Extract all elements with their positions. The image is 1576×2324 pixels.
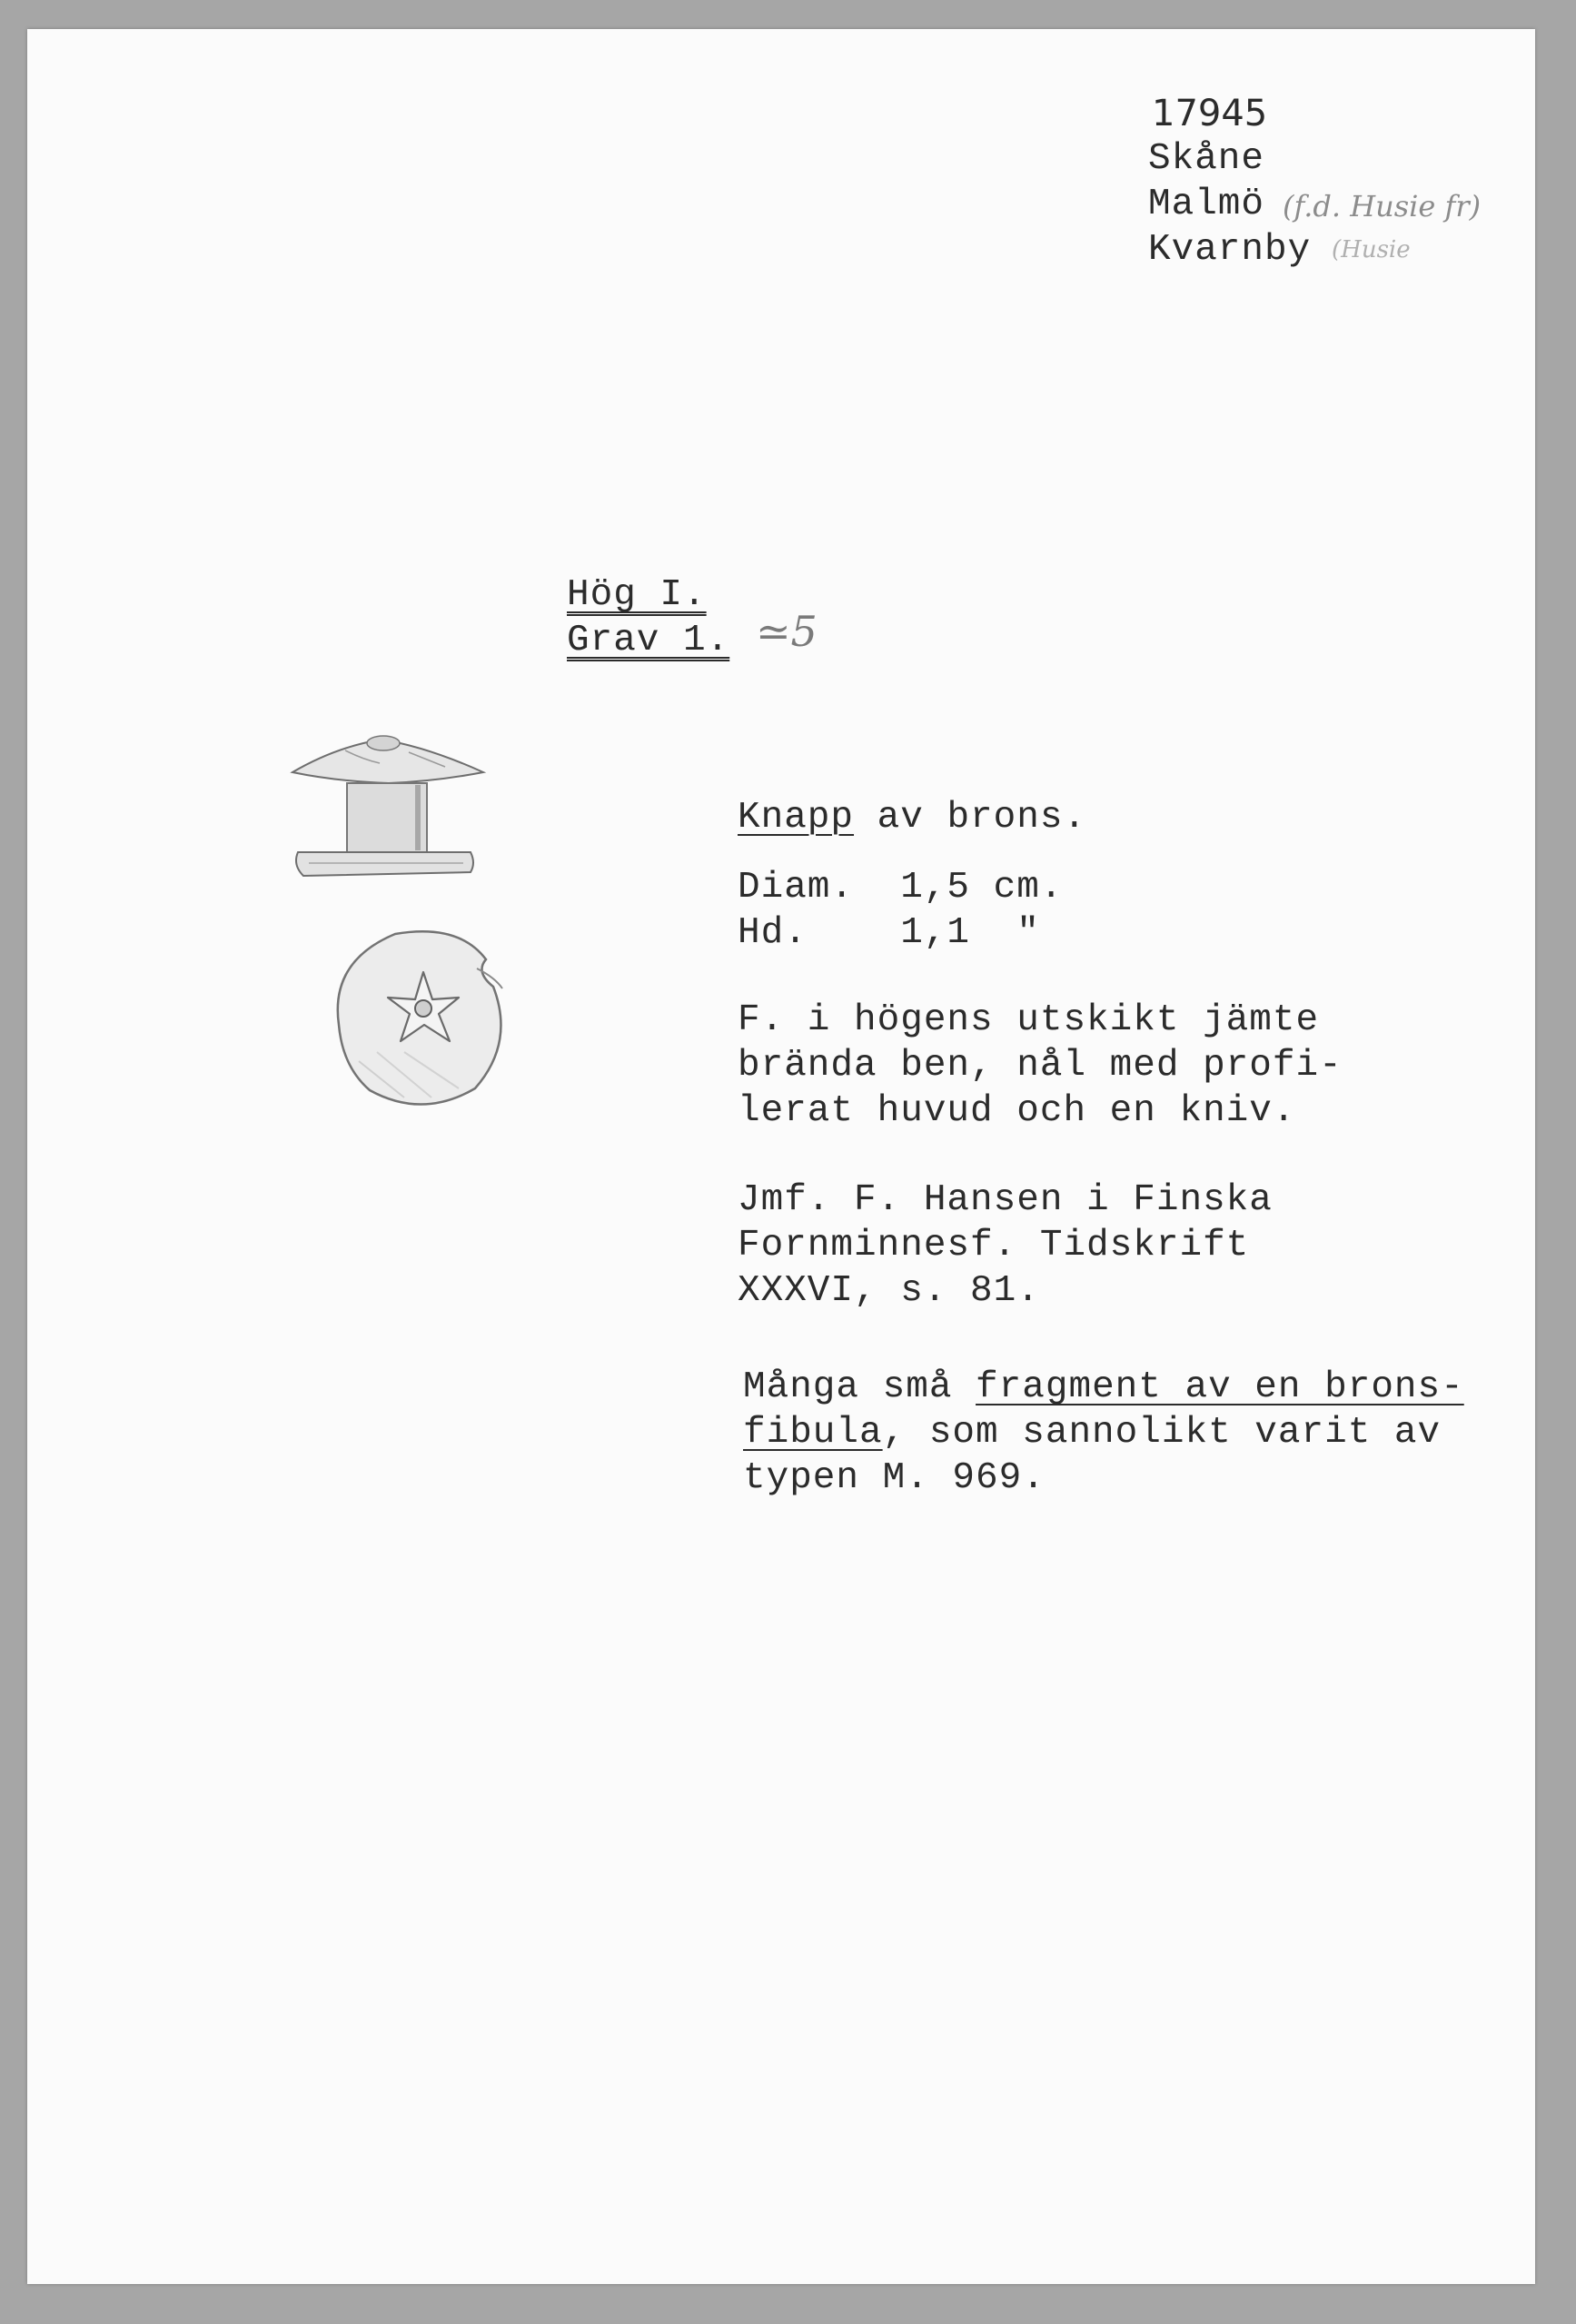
find-line-1: F. i högens utskikt jämte	[738, 999, 1320, 1041]
reference-line-1: Jmf. F. Hansen i Finska	[738, 1179, 1273, 1221]
fragment-line-2-end: , som sannolikt varit av	[882, 1412, 1442, 1454]
object-name: Knapp	[738, 797, 855, 839]
fragment-line-1	[743, 1365, 1464, 1410]
fragment-line-1-underlined: fragment av en brons-	[976, 1366, 1464, 1408]
grave-handwritten-note: ≃5	[756, 607, 818, 656]
province: Skåne	[1148, 138, 1265, 180]
fragment-line-1-start: Många små	[743, 1366, 976, 1408]
catalog-number: 17945	[1152, 93, 1268, 134]
button-top-drawing	[322, 925, 522, 1111]
parish: Malmö	[1148, 184, 1265, 225]
site: Kvarnby	[1148, 229, 1312, 271]
mound-heading: Hög I.	[567, 574, 707, 616]
fragment-line-2	[743, 1410, 1441, 1455]
measure-height: Hd. 1,1 "	[738, 912, 1040, 954]
site-handwritten-note: (Husie	[1332, 236, 1411, 263]
find-line-2: brända ben, nål med profi-	[738, 1045, 1343, 1087]
object-material: av brons.	[854, 797, 1087, 839]
reference-line-3: XXXVI, s. 81.	[738, 1270, 1040, 1312]
measure-diameter: Diam. 1,5 cm.	[738, 867, 1064, 909]
fragment-line-3: typen M. 969.	[743, 1457, 1046, 1499]
grave-heading: Grav 1.	[567, 620, 730, 661]
fragment-line-2-underlined: fibula	[743, 1412, 883, 1454]
button-side-drawing	[282, 727, 500, 890]
document-sheet	[27, 29, 1535, 2284]
find-line-3: lerat huvud och en kniv.	[738, 1090, 1296, 1132]
parish-handwritten-note: (f.d. Husie fr)	[1283, 189, 1482, 223]
reference-line-2: Fornminnesf. Tidskrift	[738, 1225, 1250, 1266]
object-title	[738, 795, 1086, 840]
